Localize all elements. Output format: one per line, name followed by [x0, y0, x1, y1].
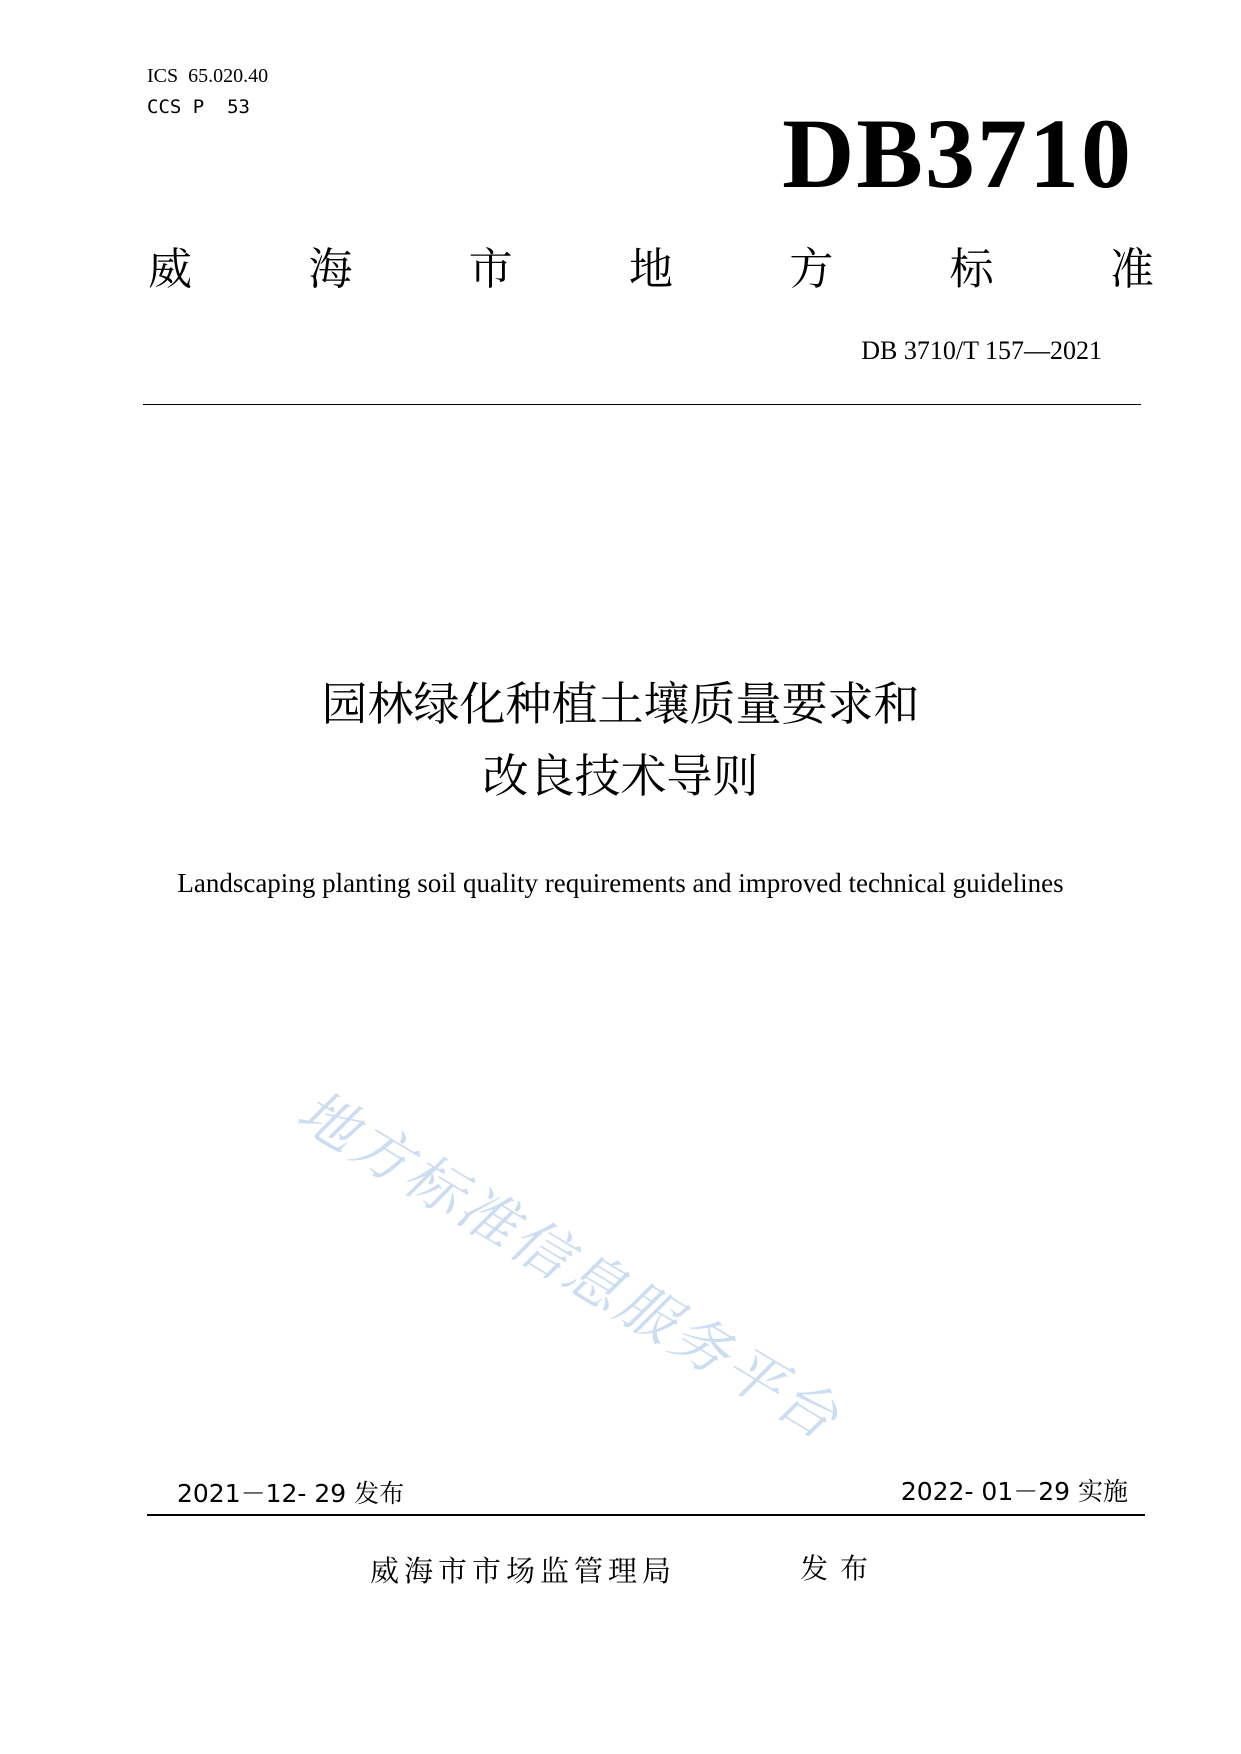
- standard-type-char: 地: [628, 244, 673, 295]
- implement-date: 2022- 01－29 实施: [900, 1477, 1128, 1506]
- issue-label: 发布: [800, 1552, 881, 1585]
- ics-code: ICS 65.020.40: [147, 65, 269, 87]
- document-title: [0, 668, 1241, 812]
- standard-type-char: 方: [789, 244, 834, 295]
- standard-type: [148, 242, 1154, 298]
- standard-type-char: 海: [308, 244, 353, 295]
- standard-type-char: 准: [1109, 244, 1154, 295]
- title-line-2: 改良技术导则: [482, 749, 759, 803]
- ccs-code: CCS P 53: [147, 96, 250, 118]
- standard-type-char: 标: [949, 244, 994, 295]
- watermark: 地方标准信息服务平台: [286, 1076, 853, 1454]
- english-title: Landscaping planting soil quality requirements and improved technical guidelines: [177, 868, 1064, 898]
- db-code-logo: DB3710: [782, 98, 1133, 209]
- bottom-divider: [147, 1514, 1145, 1516]
- standard-type-char: 市: [468, 244, 513, 295]
- top-divider: [143, 404, 1141, 405]
- standard-number: DB 3710/T 157—2021: [861, 336, 1102, 365]
- publish-date: 2021－12- 29 发布: [177, 1479, 405, 1508]
- standard-type-char: 威: [148, 244, 192, 295]
- title-line-1: 园林绿化种植土壤质量要求和: [321, 677, 920, 731]
- issuer-name: 威海市市场监管理局: [370, 1554, 677, 1588]
